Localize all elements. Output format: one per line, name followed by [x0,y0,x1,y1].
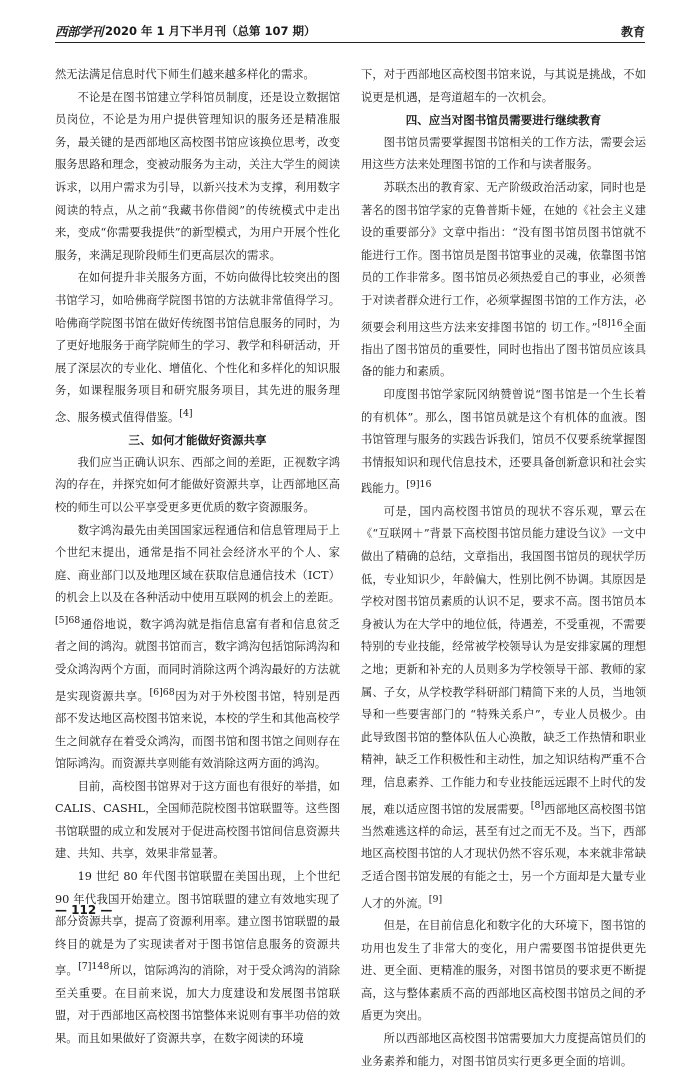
citation: [7]148 [78,961,110,973]
paragraph [55,267,340,429]
paragraph-text: 19 世纪 80 年代图书馆联盟在美国出现，上个世纪 90 年代我国开始建立。图书馆联盟的建立有效地实现了部分资源共享，提高了资源利用率。建立图书馆联盟的最终目的就是为了实现读者对于图书馆信息服务的资源共享。 [55,870,340,978]
section-heading: 三、如何才能做好资源共享 [128,433,267,448]
section-heading: 四、应当对图书馆员需要进行继续教育 [405,113,602,128]
paragraph-text: 全面指出了图书馆员的重要性，同时也指出了图书馆员应该具备的能力和素质。 [361,320,646,379]
page-number: — 112 — [55,903,113,917]
running-header [55,20,645,43]
paragraph-text: 西部地区高校图书馆当然难逃这样的命运，甚至有过之而无不及。当下，西部地区高校图书馆的人才现状仍然不容乐观，本来就非常缺乏适合图书馆发展的有能之士，另一个方面却是大量专业人才的外流。 [361,802,646,910]
right-column [361,64,646,1068]
paragraph: 下，对于西部地区高校图书馆来说，与其说是挑战，不如说更是机遇，是弯道超车的一次机会。 [361,68,646,104]
citation: [9]16 [406,479,432,491]
paragraph [361,384,646,501]
paragraph: 不论是在图书馆建立学科馆员制度，还是设立数据馆员岗位，不论是为用户提供管理知识的服务还是精准服务，最关键的是西部地区高校图书馆应该换位思考，改变服务思路和理念，变被动服务为主动，关注大学生的阅读诉求，以用户需求为引导，以新兴技术为支撑，利用数字阅读的特点，从之前“我藏书你借阅”的传统模式中走出来，变成“你需要我提供”的新型模式，为用户开展个性化服务，来满足现阶段师生们更高层次的需求。 [55,90,340,262]
section-label: 教育 [620,24,645,39]
citation: [5]68 [55,615,81,627]
paragraph: 然无法满足信息时代下师生们越来越多样化的需求。 [55,68,315,81]
paragraph-text: 在如何提升非关服务方面，不妨向做得比较突出的图书馆学习，如哈佛商学院图书馆的方法就非常值得学习。哈佛商学院图书馆在做好传统图书馆信息服务的同时，为了更好地服务于商学院师生的学习、教学和科研活动，开展了深层次的专业化、增值化、个性化和多样化的知识服务，如课程服务项目和研究服务项目，其先进的服务理念、服务模式值得借鉴。 [55,271,340,424]
paragraph-text: 印度图书馆学家阮冈纳赞曾说“图书馆是一个生长着的有机体”。那么，图书馆员就是这个有机体的血液。图书馆管理与服务的实践告诉我们，馆员不仅要系统掌握图书情报知识和现代信息技术，还要具备创新意识和社会实践能力。 [361,388,646,496]
citation: [9] [428,893,443,905]
citation: [8]16 [597,317,623,329]
paragraph: 目前，高校图书馆界对于这方面也有很好的举措，如CALIS、CASHL，全国师范院校图书馆联盟等。这些图书馆联盟的成立和发展对于促进高校图书馆间信息资源共建、共知、共享，效果非常显著。 [55,779,340,861]
paragraph: 图书馆员需要掌握图书馆相关的工作方法，需要会运用这些方法来处理图书馆的工作和与读者服务。 [361,135,646,172]
issue-info: 2020 年 1 月下半月刊（总第 107 期） [105,24,316,38]
paragraph [55,520,340,776]
paragraph-text: 通俗地说，数字鸿沟就是指信息富有者和信息贫乏者之间的鸿沟。就图书馆而言，数字鸿沟包括馆际鸿沟和受众鸿沟两个方面，而同时消除这两个鸿沟最好的方法就是实现资源共享。 [55,617,340,703]
paragraph-text: 苏联杰出的教育家、无产阶级政治活动家，同时也是著名的图书馆学家的克鲁普斯卡娅，在她的《社会主义建设的重要部分》文章中指出：“没有图书馆员图书馆就不能进行工作。图书馆员是图书馆事业的灵魂，依靠图书馆员的工作非常多。图书馆员必须热爱自己的事业，必须善于对读者群众进行工作，必须掌握图书馆的工作方法，必须要会利用这些方法来安排图书馆的 切工作。” [361,180,646,334]
paragraph [361,501,646,915]
paragraph-text: 可是，国内高校图书馆员的现状不容乐观，覃云在《“互联网＋”背景下高校图书馆员能力建设刍议》一文中做出了精确的总结，文章指出，我国图书馆员的现状学历低，专业知识少，年龄偏大，性别比例不协调。其原因是学校对图书馆员素质的认识不足，要求不高。图书馆员本身被认为在大学中的地位低，待遇差，不受重视，不需要特别的专业技能，经常被学校领导认为是安排家属的理想之地；更新和补充的人员则多为学校领导干部、教师的家属、子女，从学校教学科研部门精简下来的人员，当地领导和一些要害部门的 “特殊关系户”，专业人员极少。由此导致图书馆的整体队伍人心涣散，缺乏工作热情和职业精神，缺乏工作积极性和主动性，加之知识结构严重不合理，信息素养、工作能力和专业技能远远跟不上时代的发展，难以适应图书馆的发展需要。 [361,504,646,816]
citation: [6]68 [149,686,175,698]
header-left [55,22,316,40]
paragraph-text: 数字鸿沟最先由美国国家远程通信和信息管理局于上个世纪末提出，通常是指不同社会经济水平的个人、家庭、商业部门以及地理区域在获取信息通信技术（ICT）的机会上以及在各种活动中使用互联网的机会上的差距。 [55,523,340,605]
paragraph: 但是，在目前信息化和数字化的大环境下，图书馆的功用也发生了非常大的变化，用户需要图书馆提供更先进、更全面、更精准的服务，对图书馆员的要求更不断提高，这与整体素质不高的西部地区高校图书馆员之间的矛盾更为突出。 [361,919,646,1023]
paragraph-text: 所以，馆际鸿沟的消除，对于受众鸿沟的消除至关重要。在目前来说，加大力度建设和发展图书馆联盟，对于西部地区高校图书馆整体来说则有事半功倍的效果。而且如果做好了资源共享，在数字阅读的环境 [55,964,340,1045]
paragraph [361,177,646,384]
journal-logo: 西部学刊 [55,24,104,39]
paragraph: 所以西部地区高校图书馆需要加大力度提高馆员们的业务素养和能力，对图书馆员实行更多更全面的培训。 [361,1032,646,1068]
citation: [4] [179,407,193,419]
paragraph-text: 因为对于外校图书馆，特别是西部不发达地区高校图书馆来说，本校的学生和其他高校学生之间就存在着受众鸿沟，而图书馆和图书馆之间则存在馆际鸿沟。而资源共享则能有效消除这两方面的鸿沟。 [55,689,340,771]
citation: [8] [530,799,545,811]
paragraph [55,866,340,1051]
paragraph: 我们应当正确认识东、西部之间的差距，正视数字鸿沟的存在，并探究如何才能做好资源共享，让西部地区高校的师生可以公平享受更多更优质的数字资源服务。 [55,455,340,515]
